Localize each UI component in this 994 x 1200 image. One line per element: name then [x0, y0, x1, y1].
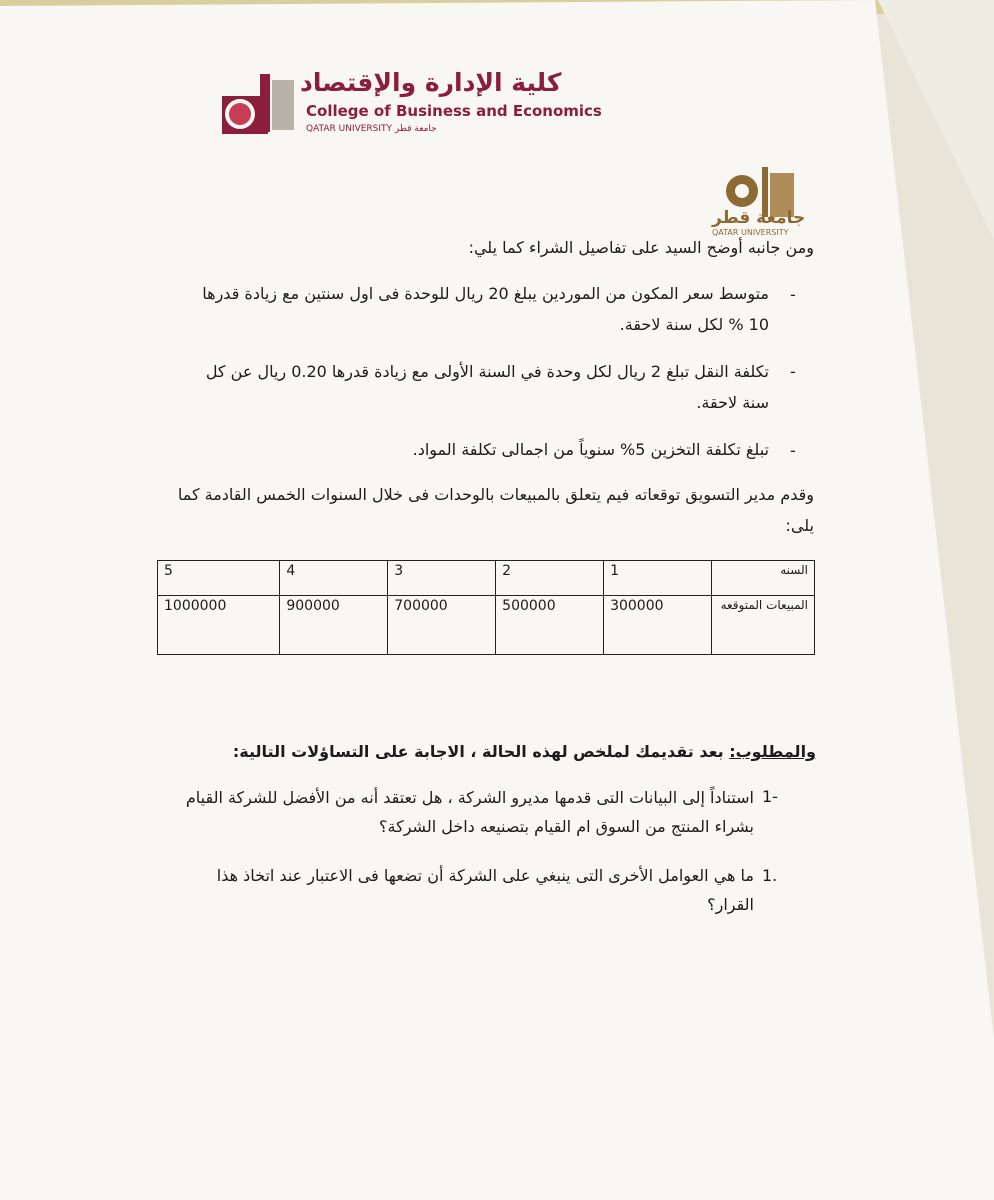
table-row-sales [158, 596, 815, 655]
required-text: بعد تقديمك لملخص لهذه الحالة ، الاجابة على التساؤلات التالية: [232, 742, 724, 761]
table-header-sales: المبيعات المتوقعه [712, 596, 815, 655]
university-name-arabic: جامعة قطر [712, 208, 806, 228]
table-cell-year: 4 [280, 561, 388, 596]
question-number: 1- [762, 787, 778, 806]
table-header-year: السنه [712, 561, 815, 596]
table-cell-sales: 500000 [496, 596, 604, 655]
question-1-line1: استناداً إلى البيانات التى قدمها مديرو الشركة ، هل تعتقد أنه من الأفضل للشركة القيام [185, 788, 754, 807]
college-name-arabic: كلية الإدارة والإقتصاد [300, 68, 562, 97]
marketing-line2: يلى: [785, 515, 814, 535]
sales-forecast-table [157, 560, 815, 655]
table-cell-year: 5 [158, 561, 280, 596]
bullet-mark: - [790, 362, 796, 381]
question-1 [134, 786, 754, 840]
question-number: 1. [762, 866, 778, 885]
question-2-line1: ما هي العوامل الأخرى التى ينبغي على الشركة أن تضعها فى الاعتبار عند اتخاذ هذا [216, 866, 754, 885]
table-cell-sales: 1000000 [158, 596, 280, 655]
bullet-mark: - [790, 441, 796, 460]
bullet-1 [149, 282, 769, 338]
question-2 [134, 864, 754, 918]
marketing-paragraph [134, 483, 814, 539]
table-cell-sales: 900000 [280, 596, 388, 655]
bullet-2-line1: تكلفة النقل تبلغ 2 ريال لكل وحدة في السنة الأولى مع زيادة قدرها 0.20 ريال عن كل [205, 362, 769, 381]
question-1-line2: بشراء المنتج من السوق ام القيام بتصنيعه داخل الشركة؟ [379, 816, 754, 836]
bullet-1-line1: متوسط سعر المكون من الموردين يبلغ 20 ريال للوحدة فى اول سنتين مع زيادة قدرها [202, 284, 769, 303]
bullet-mark: - [790, 285, 796, 304]
table-row-years [158, 561, 815, 596]
intro-text: ومن جانبه أوضح السيد على تفاصيل الشراء كما يلي: [468, 238, 814, 257]
table-cell-year: 2 [496, 561, 604, 596]
marketing-line1: وقدم مدير التسويق توقعاته فيم يتعلق بالمبيعات بالوحدات فى خلال السنوات الخمس القادمة كما [177, 485, 814, 504]
college-name-english: College of Business and Economics [306, 102, 602, 120]
question-2-line2: القرار؟ [707, 894, 754, 914]
bullet-3: تبلغ تكلفة التخزين 5% سنوياً من اجمالى تكلفة المواد. [412, 440, 769, 459]
bullet-2-line2: سنة لاحقة. [696, 392, 769, 412]
university-name-english: QATAR UNIVERSITY [712, 228, 789, 237]
bullet-2 [149, 360, 769, 416]
table-cell-year: 3 [388, 561, 496, 596]
table-cell-sales: 300000 [604, 596, 712, 655]
table-cell-sales: 700000 [388, 596, 496, 655]
table-cell-year: 1 [604, 561, 712, 596]
bullet-1-line2: 10 % لكل سنة لاحقة. [619, 314, 769, 334]
required-label: والمطلوب: [729, 742, 816, 761]
college-subtitle: QATAR UNIVERSITY جامعة قطر [306, 124, 437, 134]
required-heading [176, 740, 816, 765]
